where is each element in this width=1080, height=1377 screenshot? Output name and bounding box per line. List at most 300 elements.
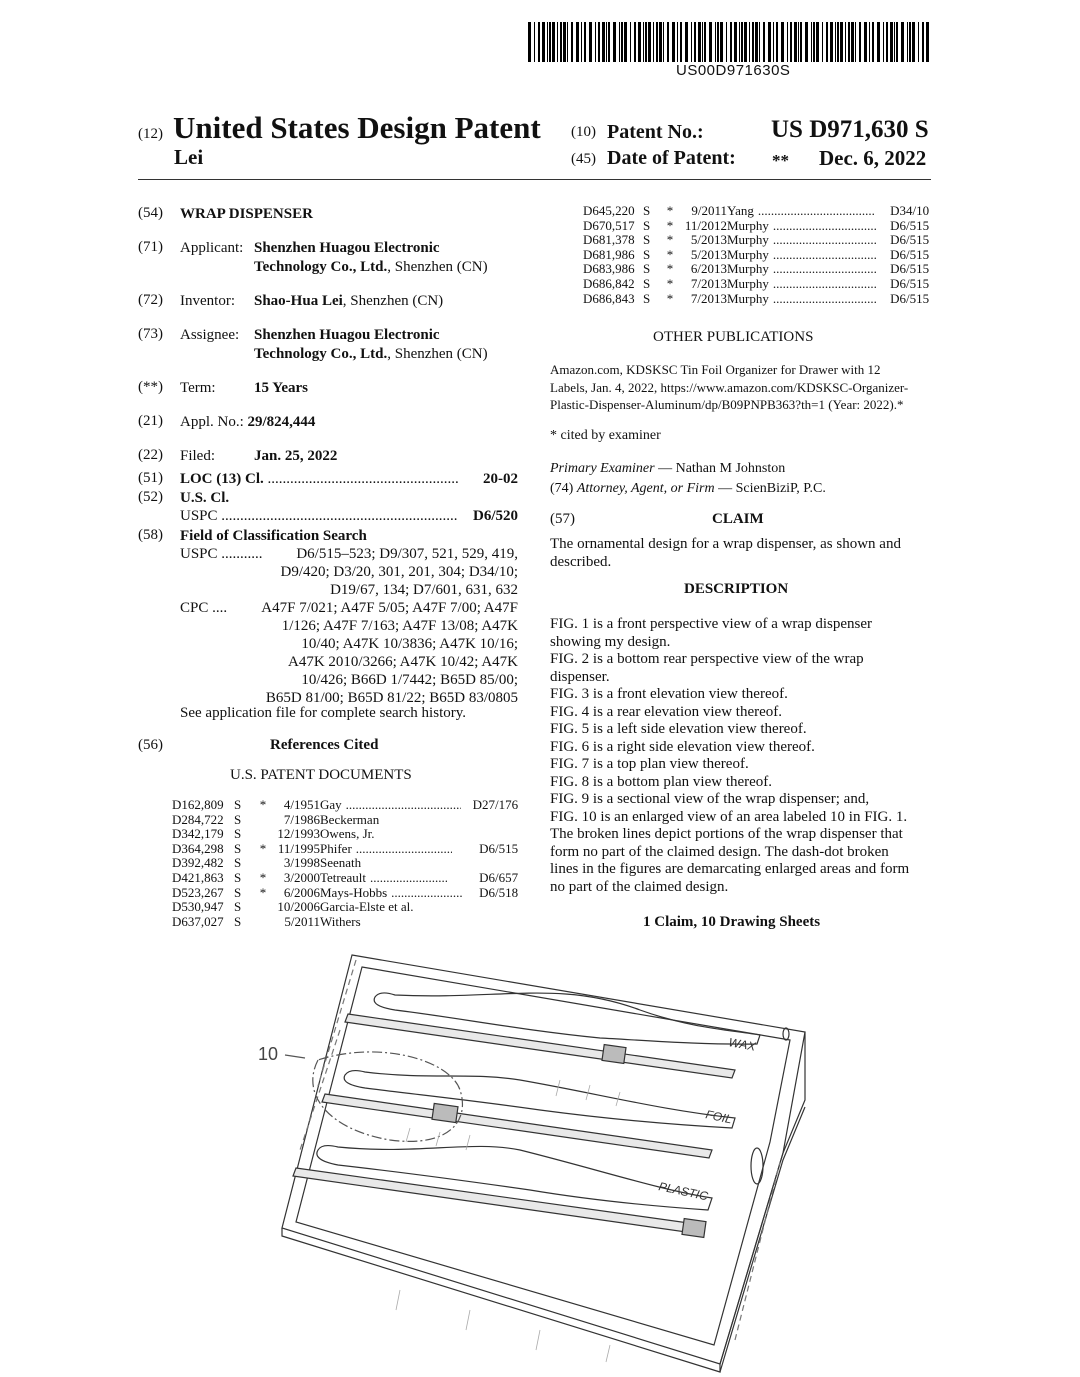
ref-star: * — [259, 840, 267, 856]
ref-number: D683,986 — [583, 261, 635, 277]
attorney: (74) Attorney, Agent, or Firm — ScienBiziP, P.C. — [550, 481, 826, 496]
reference-row — [172, 915, 518, 930]
barcode-text: US00D971630S — [676, 62, 791, 79]
barcode-bar — [608, 22, 610, 62]
barcode-bar — [677, 22, 678, 62]
leader-dots — [773, 219, 877, 234]
ref-class: D6/515 — [890, 290, 930, 306]
assignee-name: Shenzhen Huagou Electronic — [254, 327, 440, 343]
barcode-bar — [645, 22, 647, 62]
sheet-count: 1 Claim, 10 Drawing Sheets — [643, 914, 821, 930]
term-code: (**) — [138, 379, 163, 395]
ref-kind: S — [643, 290, 651, 306]
leader-dots — [773, 248, 877, 263]
description-text — [550, 616, 930, 896]
description-line: The broken lines depict portions of the wrap dispenser that — [550, 826, 903, 842]
ref-number: D421,863 — [172, 869, 224, 885]
barcode-graphic — [528, 22, 931, 62]
description-line: FIG. 7 is a top plan view thereof. — [550, 756, 749, 772]
barcode-bar — [800, 22, 802, 62]
ref-star: * — [666, 261, 674, 277]
barcode-bar — [584, 22, 586, 62]
ref-date: 3/1998 — [283, 855, 320, 871]
barcode-bar — [907, 22, 908, 62]
ref-number: D645,220 — [583, 203, 635, 218]
ref-name: Murphy..... — [727, 262, 877, 277]
ref-kind: S — [643, 261, 651, 277]
leader-dots — [391, 886, 462, 901]
ref-kind: S — [234, 826, 242, 842]
barcode-bar — [648, 22, 651, 62]
barcode-bar — [896, 22, 898, 62]
barcode-bar — [709, 22, 712, 62]
ref-date: 11/2012 — [684, 217, 727, 233]
refs-code: (56) — [138, 737, 163, 753]
term-label: Term: — [180, 380, 216, 396]
barcode-bar — [560, 22, 562, 62]
barcode — [528, 22, 931, 62]
ref-date: 3/2000 — [283, 869, 320, 885]
barcode-bar — [698, 22, 701, 62]
barcode-bar — [739, 22, 740, 62]
patent-no-label: Patent No.: — [607, 121, 704, 143]
reference-row — [172, 900, 518, 915]
ref-name: Yang..... — [727, 204, 877, 219]
barcode-bar — [826, 22, 828, 62]
ref-name: Murphy..... — [727, 248, 877, 263]
description-line: FIG. 3 is a front elevation view thereof. — [550, 686, 788, 702]
ref-number: D523,267 — [172, 884, 224, 900]
assignee-label: Assignee: — [180, 327, 240, 343]
ref-number: D530,947 — [172, 899, 224, 915]
date-code: (45) — [571, 151, 596, 167]
barcode-bar — [822, 22, 823, 62]
ref-kind: S — [643, 275, 651, 291]
barcode-bar — [813, 22, 815, 62]
description-line: form no part of the claimed design. The dash-dot broken — [550, 843, 889, 860]
barcode-bar — [672, 22, 675, 62]
title-code: (54) — [138, 205, 163, 221]
leader-dots — [370, 871, 447, 886]
ref-name: Beckerman — [320, 811, 380, 827]
ref-number: D670,517 — [583, 217, 635, 233]
ref-number: D364,298 — [172, 840, 224, 856]
barcode-bar — [869, 22, 870, 62]
field-cpc-list: A47F 7/021; A47F 5/05; A47F 7/00; A47F 1/126; A47F 7/163; A47F 13/08; A47K 10/40; A47K 10/3836; A47K 10/16; A47K 2010/3266; A47K 10/42; A47K 10/426; B66D 1/7442; B65D 85/00; B65D 81/00; B65D 81/22; B65D 83/0805 — [261, 600, 518, 706]
ref-class — [462, 915, 518, 930]
barcode-bar — [877, 22, 880, 62]
ref-name: Tetreault..... — [320, 871, 462, 886]
kind-code: (12) — [138, 126, 163, 142]
barcode-bar — [702, 22, 703, 62]
barcode-bar — [755, 22, 758, 62]
ref-kind: S — [234, 855, 242, 871]
description-line: FIG. 9 is a sectional view of the wrap dispenser; and, — [550, 791, 870, 807]
ref-date: 5/2013 — [690, 246, 727, 262]
barcode-bar — [538, 22, 540, 62]
barcode-bar — [752, 22, 754, 62]
ref-date: 12/1993 — [277, 826, 320, 842]
filed-value: Jan. 25, 2022 — [254, 448, 338, 464]
description-heading: DESCRIPTION — [684, 581, 789, 597]
filed-label: Filed: — [180, 448, 216, 464]
barcode-bar — [581, 22, 582, 62]
barcode-bar — [549, 22, 551, 62]
references-right — [583, 204, 929, 306]
barcode-bar — [926, 22, 929, 62]
barcode-bar — [886, 22, 888, 62]
barcode-bar — [694, 22, 696, 62]
wrap-dispenser-figure — [250, 940, 830, 1370]
description-line: FIG. 5 is a left side elevation view thereof. — [550, 721, 807, 737]
barcode-bar — [830, 22, 833, 62]
barcode-bar — [845, 22, 846, 62]
barcode-bar — [557, 22, 558, 62]
barcode-bar — [542, 22, 545, 62]
barcode-bar — [598, 22, 600, 62]
ref-number: D637,027 — [172, 913, 224, 929]
ref-number: D681,986 — [583, 246, 635, 262]
reference-row — [583, 248, 929, 263]
barcode-bar — [715, 22, 716, 62]
reference-row — [172, 813, 518, 828]
description-line: FIG. 8 is a bottom plan view thereof. — [550, 773, 773, 790]
reference-row — [583, 233, 929, 248]
barcode-bar — [726, 22, 727, 62]
barcode-bar — [552, 22, 555, 62]
ref-star — [252, 827, 274, 842]
ref-kind: S — [234, 899, 242, 915]
reference-row — [172, 886, 518, 901]
barcode-bar — [851, 22, 854, 62]
barcode-bar — [534, 22, 535, 62]
patent-title: United States Design Patent — [173, 110, 541, 145]
ref-kind: S — [234, 884, 242, 900]
barcode-bar — [630, 22, 631, 62]
ref-date: 7/1986 — [283, 811, 320, 827]
field-code: (58) — [138, 527, 163, 543]
barcode-bar — [619, 22, 620, 62]
reference-row — [583, 292, 929, 307]
ref-date: 6/2006 — [283, 884, 320, 900]
barcode-bar — [909, 22, 911, 62]
inventor-name: Shao-Hua Lei, Shenzhen (CN) — [254, 293, 444, 309]
description-line: FIG. 2 is a bottom rear perspective view of the wrap — [550, 651, 864, 667]
ref-star — [252, 813, 274, 828]
barcode-bar — [859, 22, 861, 62]
barcode-bar — [776, 22, 778, 62]
ref-class — [462, 827, 518, 842]
references-left — [172, 798, 518, 929]
ref-date: 5/2011 — [284, 913, 320, 929]
barcode-bar — [602, 22, 605, 62]
barcode-bar — [634, 22, 636, 62]
barcode-bar — [811, 22, 812, 62]
field-uspc-label: USPC ........... — [180, 546, 263, 562]
ref-class: D27/176 — [472, 797, 519, 812]
description-line: lines in the figures are demarcating enlarged areas and form — [550, 861, 910, 877]
appl-code: (21) — [138, 413, 163, 429]
ref-date: 5/2013 — [690, 232, 727, 248]
ref-date: 7/2013 — [690, 275, 727, 291]
label-wax: WAX — [727, 1035, 757, 1054]
reference-row — [172, 798, 518, 813]
barcode-bar — [763, 22, 765, 62]
barcode-bar — [717, 22, 719, 62]
barcode-bar — [567, 22, 568, 62]
ref-star: * — [666, 217, 674, 233]
other-pubs: Amazon.com, KDSKSC Tin Foil Organizer for Drawer with 12 Labels, Jan. 4, 2022, https://www.amazon.com/KDSKSC-Organizer- Plastic-Dispenser-Aluminum/dp/B09PNPB363?th=1 (Year: 2022).* — [550, 362, 909, 412]
date-mark: ** — [772, 151, 789, 170]
label-foil: FOIL — [704, 1107, 734, 1127]
leader-dots — [773, 262, 877, 277]
ref-star: * — [666, 246, 674, 262]
reference-row — [583, 204, 929, 219]
label-plastic: PLASTIC — [657, 1179, 710, 1204]
barcode-bar — [659, 22, 662, 62]
applicant-name-2: Technology Co., Ltd., Shenzhen (CN) — [254, 259, 488, 275]
barcode-bar — [918, 22, 919, 62]
reference-row — [583, 277, 929, 292]
ref-star — [252, 915, 274, 930]
ref-number: D392,482 — [172, 855, 224, 871]
barcode-bar — [883, 22, 884, 62]
ref-star: * — [259, 884, 267, 900]
cited-note: * cited by examiner — [550, 428, 661, 443]
ref-date: 9/2011 — [691, 203, 727, 218]
barcode-bar — [790, 22, 792, 62]
reference-row — [172, 871, 518, 886]
ref-star: * — [666, 232, 674, 248]
loc-code: (51) — [138, 470, 163, 486]
applicant-name: Shenzhen Huagou Electronic — [254, 240, 440, 256]
ref-class — [462, 856, 518, 871]
ref-star: * — [259, 797, 267, 812]
filed-code: (22) — [138, 447, 163, 463]
barcode-bar — [816, 22, 819, 62]
barcode-bar — [855, 22, 856, 62]
ref-name: Garcia-Elste et al. — [320, 899, 414, 915]
barcode-bar — [547, 22, 548, 62]
ref-class: D6/518 — [479, 884, 519, 900]
ref-name: Murphy..... — [727, 233, 877, 248]
ref-kind: S — [234, 840, 242, 856]
assignee-name-2: Technology Co., Ltd., Shenzhen (CN) — [254, 346, 488, 362]
barcode-bar — [835, 22, 836, 62]
ref-kind: S — [643, 246, 651, 262]
description-line: showing my design. — [550, 633, 671, 650]
header-divider — [138, 179, 931, 180]
ref-class — [462, 900, 518, 915]
leader-dots — [346, 798, 461, 813]
ref-kind: S — [643, 203, 651, 218]
barcode-bar — [864, 22, 867, 62]
claim-code: (57) — [550, 511, 575, 527]
ref-name: Withers — [320, 913, 361, 929]
barcode-bar — [606, 22, 607, 62]
us-docs-heading: U.S. PATENT DOCUMENTS — [230, 767, 412, 783]
ref-class: D6/515 — [890, 275, 930, 291]
ref-class: D6/515 — [890, 217, 930, 233]
barcode-bar — [643, 22, 644, 62]
patent-date: Dec. 6, 2022 — [819, 146, 927, 170]
ref-star: * — [666, 203, 674, 218]
primary-examiner: Primary Examiner — Nathan M Johnston — [550, 461, 786, 476]
ref-name: Seenath — [320, 855, 362, 871]
barcode-bar — [656, 22, 658, 62]
ref-kind: S — [643, 217, 651, 233]
field-uspc-list: D6/515–523; D9/307, 521, 529, 419, D9/420; D3/20, 301, 201, 304; D34/10; D19/67, 134; D7/601, 631, 632 — [280, 546, 518, 598]
ref-date: 7/2013 — [690, 290, 727, 306]
ref-class: D6/515 — [479, 840, 519, 856]
barcode-bar — [691, 22, 692, 62]
barcode-bar — [744, 22, 747, 62]
reference-row — [172, 856, 518, 871]
barcode-bar — [798, 22, 799, 62]
ref-date: 6/2013 — [690, 261, 727, 277]
barcode-bar — [912, 22, 915, 62]
barcode-bar — [667, 22, 669, 62]
other-pubs-heading: OTHER PUBLICATIONS — [653, 329, 814, 345]
patent-no: US D971,630 S — [771, 116, 929, 143]
barcode-bar — [730, 22, 732, 62]
uscl-code: (52) — [138, 489, 163, 505]
ref-name: Gay..... — [320, 798, 462, 813]
description-line: FIG. 1 is a front perspective view of a wrap dispenser — [550, 616, 872, 632]
barcode-bar — [663, 22, 664, 62]
barcode-bar — [787, 22, 788, 62]
barcode-bar — [576, 22, 579, 62]
ref-number: D284,722 — [172, 811, 224, 827]
reference-row — [583, 219, 929, 234]
inventor-label: Inventor: — [180, 293, 235, 309]
description-line: FIG. 6 is a right side elevation view thereof. — [550, 738, 815, 755]
reference-row — [583, 262, 929, 277]
claim-heading: CLAIM — [712, 511, 764, 527]
ref-name: Murphy..... — [727, 277, 877, 292]
inventor-code: (72) — [138, 292, 163, 308]
uscl-label: U.S. Cl. — [180, 490, 230, 506]
ref-class: D6/515 — [890, 232, 930, 248]
ref-kind: S — [234, 811, 242, 827]
ref-kind: S — [234, 913, 242, 929]
applicant-code: (71) — [138, 239, 163, 255]
field-note: See application file for complete search history. — [180, 705, 467, 721]
barcode-bar — [922, 22, 924, 62]
barcode-bar — [734, 22, 737, 62]
barcode-bar — [624, 22, 627, 62]
ref-number: D686,843 — [583, 290, 635, 306]
leader-dots — [773, 292, 877, 307]
description-line: FIG. 4 is a rear elevation view thereof. — [550, 703, 782, 720]
uspc-class: USPC ..... D6/520 — [180, 507, 518, 525]
leader-dots — [758, 204, 875, 219]
ref-date: 11/1995 — [277, 840, 320, 856]
barcode-bar — [773, 22, 774, 62]
applicant-label: Applicant: — [180, 240, 244, 256]
ref-class: D34/10 — [890, 203, 930, 218]
invention-title: WRAP DISPENSER — [180, 206, 313, 222]
barcode-bar — [794, 22, 797, 62]
ref-name: Mays-Hobbs..... — [320, 886, 462, 901]
date-label: Date of Patent: — [607, 147, 736, 169]
ref-kind: S — [643, 232, 651, 248]
refs-heading: References Cited — [270, 737, 379, 753]
ref-star: * — [259, 869, 267, 885]
leader-dots — [356, 842, 452, 857]
ref-kind: S — [234, 869, 242, 885]
field-label: Field of Classification Search — [180, 528, 367, 544]
design-drawing — [250, 940, 830, 1370]
barcode-bar — [589, 22, 592, 62]
barcode-bar — [685, 22, 688, 62]
ref-class: D6/657 — [479, 869, 519, 885]
barcode-bar — [720, 22, 723, 62]
ref-class — [462, 813, 518, 828]
reference-row — [172, 842, 518, 857]
assignee-code: (73) — [138, 326, 163, 342]
reference-row — [172, 827, 518, 842]
ref-number: D162,809 — [172, 797, 224, 812]
barcode-bar — [901, 22, 904, 62]
term-value: 15 Years — [254, 380, 309, 396]
leader-dots — [773, 233, 877, 248]
appl-no: Appl. No.: 29/824,444 — [180, 414, 316, 430]
ref-number: D342,179 — [172, 826, 224, 842]
ref-class: D6/515 — [890, 246, 930, 262]
barcode-bar — [759, 22, 760, 62]
barcode-bar — [848, 22, 850, 62]
ref-name: Phifer..... — [320, 842, 462, 857]
ref-name: Murphy..... — [727, 292, 877, 307]
barcode-bar — [805, 22, 808, 62]
barcode-bar — [781, 22, 784, 62]
ref-class: D6/515 — [890, 261, 930, 277]
barcode-bar — [563, 22, 566, 62]
barcode-bar — [704, 22, 706, 62]
reference-numeral: 10 — [258, 1044, 279, 1064]
patent-no-code: (10) — [571, 124, 596, 140]
description-line: FIG. 10 is an enlarged view of an area labeled 10 in FIG. 1. — [550, 808, 908, 825]
barcode-bar — [768, 22, 771, 62]
ref-star: * — [666, 290, 674, 306]
ref-name: Murphy..... — [727, 219, 877, 234]
ref-name: Owens, Jr. — [320, 826, 375, 842]
barcode-bar — [595, 22, 596, 62]
claim-text: The ornamental design for a wrap dispenser, as shown and described. — [550, 536, 901, 570]
ref-star — [252, 856, 274, 871]
barcode-bar — [890, 22, 893, 62]
leader-dots — [773, 277, 877, 292]
barcode-bar — [894, 22, 895, 62]
ref-kind: S — [234, 797, 242, 812]
barcode-bar — [621, 22, 623, 62]
barcode-bar — [840, 22, 843, 62]
ref-star: * — [666, 275, 674, 291]
barcode-bar — [837, 22, 839, 62]
field-cpc-label: CPC .... — [180, 600, 228, 616]
ref-star — [252, 900, 274, 915]
ref-date: 4/1951 — [283, 797, 320, 812]
ref-number: D681,378 — [583, 232, 635, 248]
description-line: dispenser. — [550, 668, 610, 685]
loc-class: LOC (13) Cl. ..... 20-02 — [180, 470, 518, 488]
barcode-bar — [638, 22, 641, 62]
barcode-bar — [613, 22, 616, 62]
ref-date: 10/2006 — [277, 899, 320, 915]
inventor-surname: Lei — [174, 145, 204, 169]
barcode-bar — [680, 22, 682, 62]
